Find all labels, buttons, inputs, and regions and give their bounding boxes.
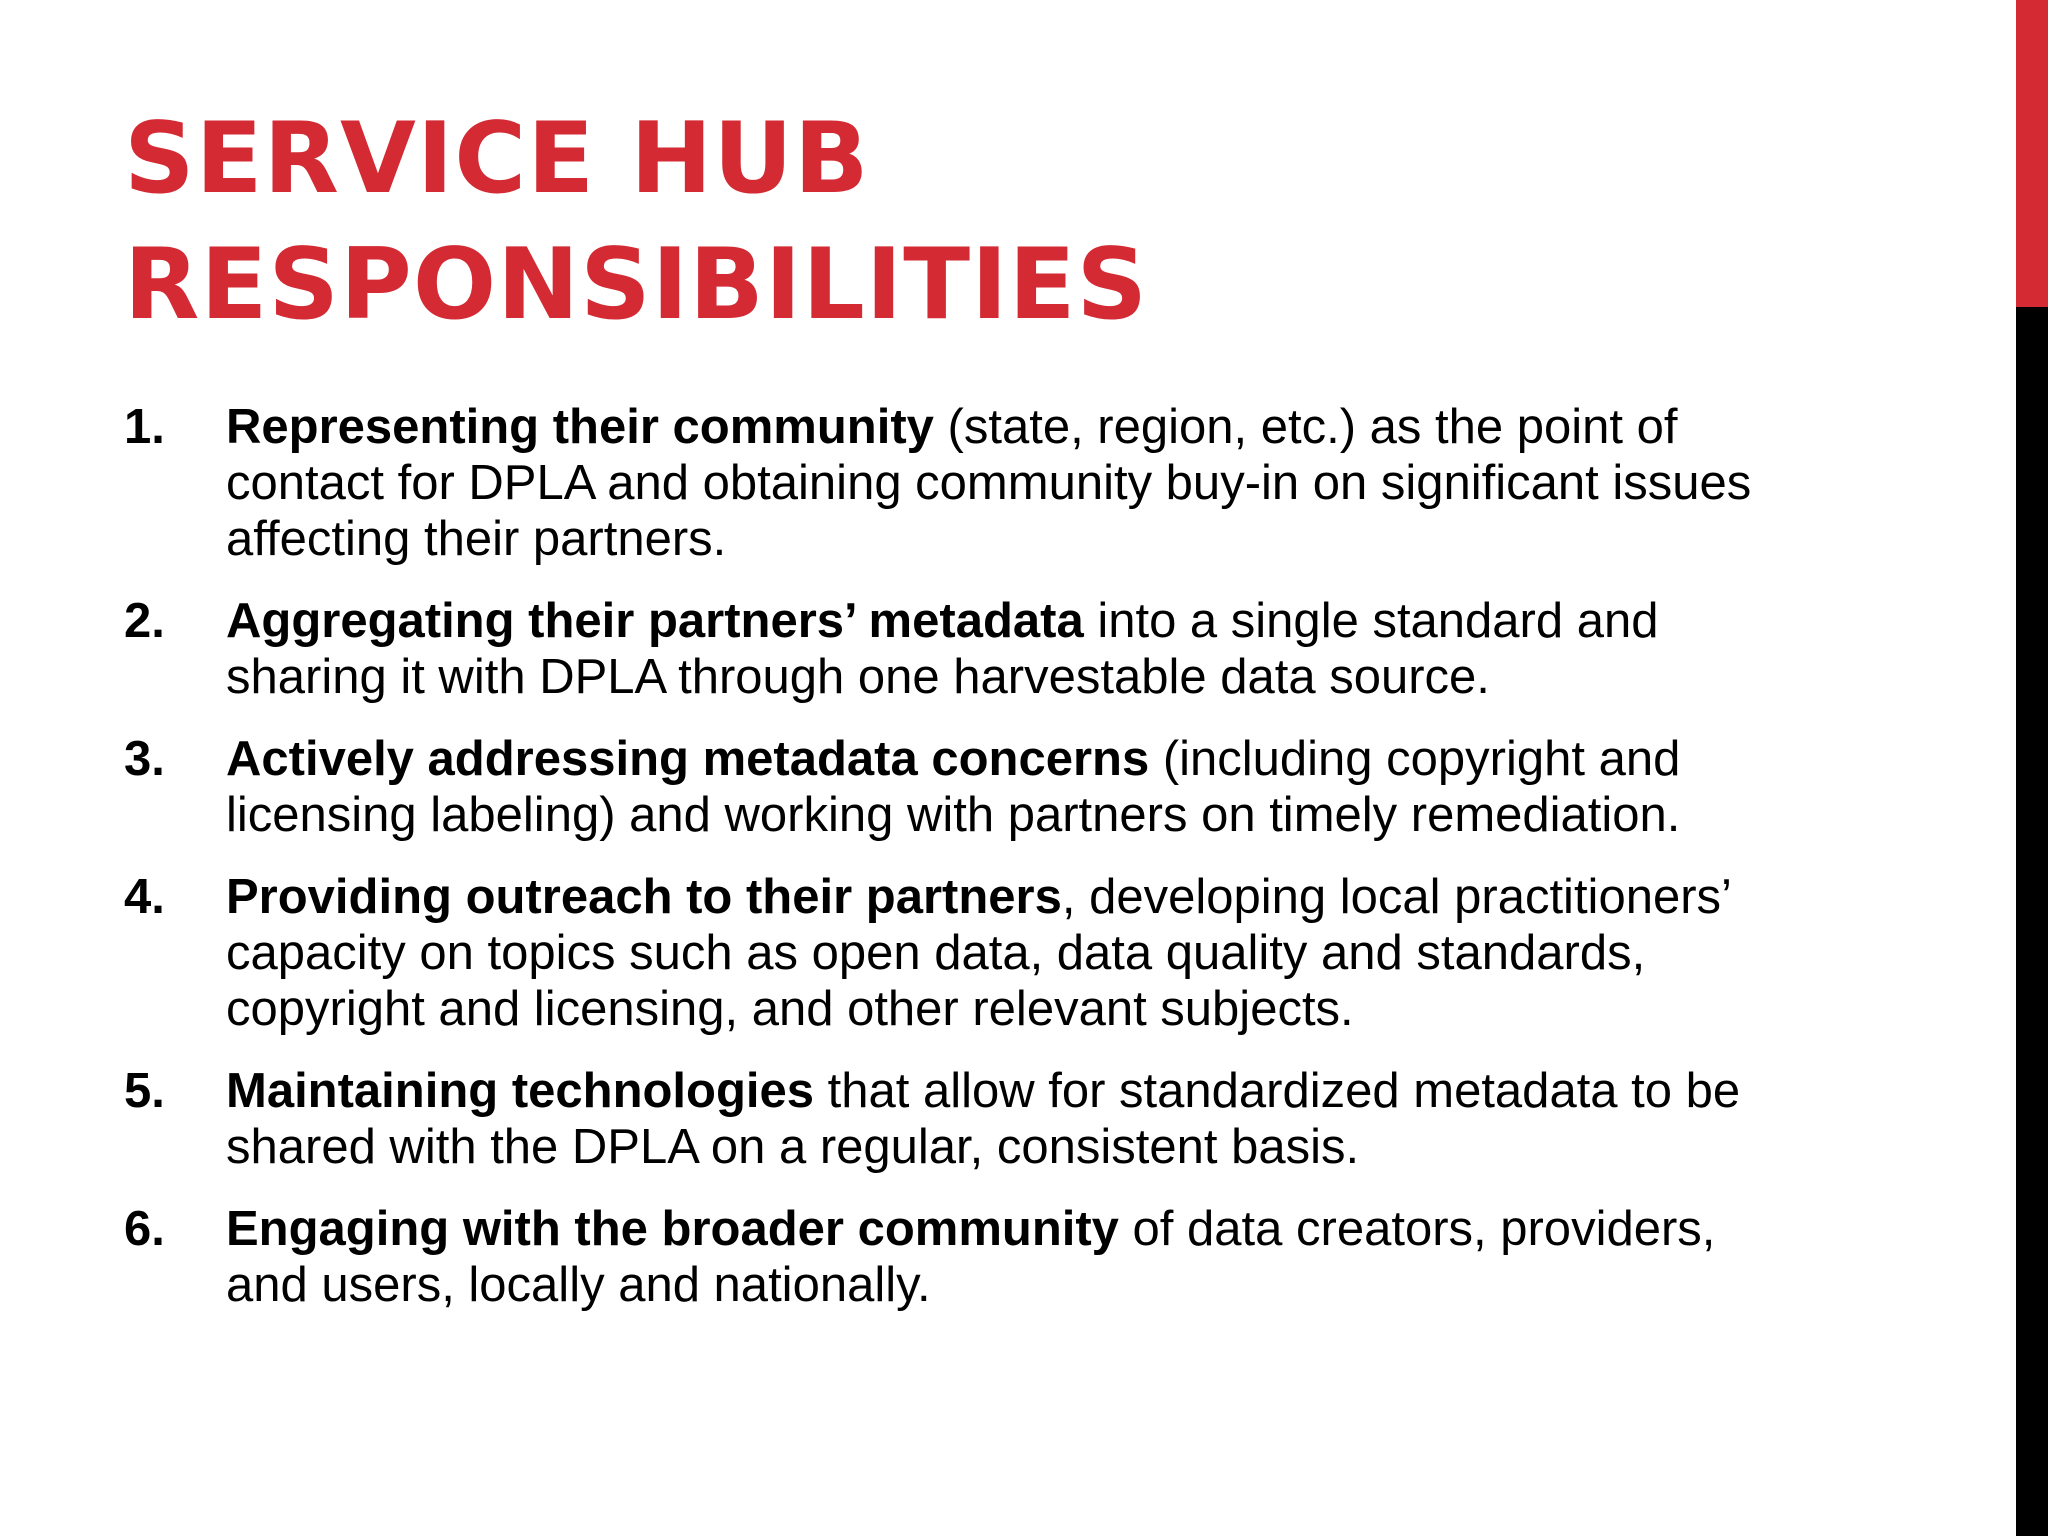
list-item-text: , developing local practitioners’ capacity on topics such as open data, data quality and standards, copyright and licensing, and other relevant subjects.: [226, 870, 1731, 1036]
list-item-heading: Representing their community: [226, 400, 934, 454]
list-item-text: into a single standard and sharing it with DPLA through one harvestable data source.: [226, 594, 1659, 704]
slide-title: [124, 96, 1624, 348]
list-item-text: that allow for standardized metadata to be shared with the DPLA on a regular, consistent basis.: [226, 1064, 1741, 1174]
list-item-text: (including copyright and licensing labeling) and working with partners on timely remediation.: [226, 732, 1681, 842]
list-item-number: 4.: [124, 870, 165, 924]
list-item-number: 1.: [124, 400, 165, 454]
list-item: [124, 1063, 1804, 1175]
list-item-number: 6.: [124, 1202, 165, 1256]
side-accent-bar-red: [2016, 0, 2048, 307]
list-item: [124, 731, 1804, 843]
list-item-text: (state, region, etc.) as the point of contact for DPLA and obtaining community buy-in on significant issues affecting their partners.: [226, 400, 1752, 566]
list-item-number: 5.: [124, 1064, 165, 1118]
list-item-heading: Actively addressing metadata concerns: [226, 732, 1150, 786]
slide-title-line-2: RESPONSIBILITIES: [124, 228, 1149, 342]
list-item: [124, 869, 1804, 1037]
list-item-heading: Maintaining technologies: [226, 1064, 815, 1118]
list-item: [124, 399, 1804, 567]
side-accent-bar-black: [2016, 307, 2048, 1536]
list-item-number: 3.: [124, 732, 165, 786]
slide-title-line-1: SERVICE HUB: [124, 102, 870, 216]
list-item-text: of data creators, providers, and users, locally and nationally.: [226, 1202, 1716, 1312]
list-item: [124, 593, 1804, 705]
list-item-heading: Engaging with the broader community: [226, 1202, 1119, 1256]
responsibilities-list: [124, 399, 1804, 1339]
list-item-number: 2.: [124, 594, 165, 648]
list-item: [124, 1201, 1804, 1313]
list-item-heading: Aggregating their partners’ metadata: [226, 594, 1084, 648]
list-item-heading: Providing outreach to their partners: [226, 870, 1062, 924]
